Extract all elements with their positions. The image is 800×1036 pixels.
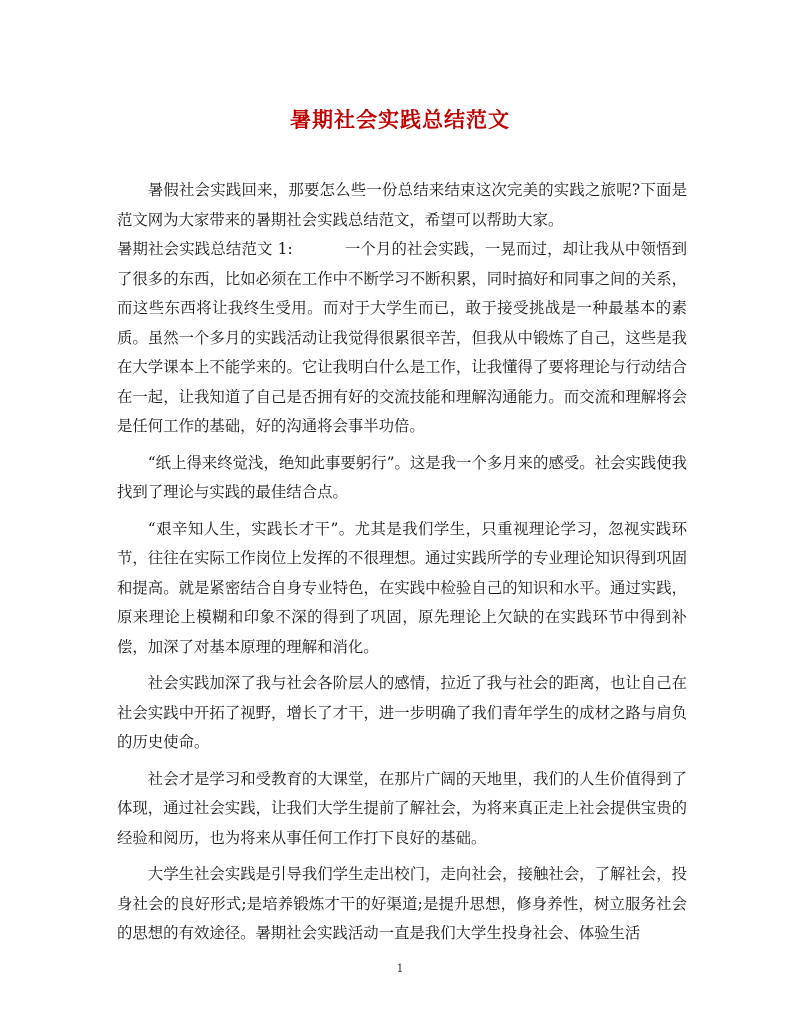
body-paragraph-5: 大学生社会实践是引导我们学生走出校门，走向社会，接触社会，了解社会，投身社会的良好形式;是培养锻炼才干的好渠道;是提升思想，修身养性，树立服务社会的思想的有效途径。暑期社会实践活动一直是我们大学生投身社会、体验生活 [117, 865, 687, 942]
body-paragraph-4: 社会才是学习和受教育的大课堂，在那片广阔的天地里，我们的人生价值得到了体现，通过社会实践，让我们大学生提前了解社会，为将来真正走上社会提供宝贵的经验和阅历，也为将来从事任何工作打下良好的基础。 [117, 769, 687, 847]
document-body [117, 176, 687, 949]
page-number: 1 [396, 962, 404, 975]
section-first-paragraph: 一个月的社会实践，一晃而过，却让我从中领悟到了很多的东西，比如必须在工作中不断学习不断积累，同时搞好和同事之间的关系，而这些东西将让我终生受用。而对于大学生而已，敢于接受挑战是一种最基本的素质。虽然一个多月的实践活动让我觉得很累很辛苦，但我从中锻炼了自己，这些是我在大学课本上不能学来的。它让我明白什么是工作，让我懂得了要将理论与行动结合在一起，让我知道了自己是否拥有好的交流技能和理解沟通能力。而交流和理解将会是任何工作的基础，好的沟通将会事半功倍。 [117, 240, 687, 435]
body-paragraph-3: 社会实践加深了我与社会各阶层人的感情，拉近了我与社会的距离，也让自己在社会实践中开拓了视野，增长了才干，进一步明确了我们青年学生的成材之路与肩负的历史使命。 [117, 674, 687, 751]
document-title: 暑期社会实践总结范文 [290, 107, 510, 132]
intro-paragraph: 暑假社会实践回来，那要怎么些一份总结来结束这次完美的实践之旅呢?下面是范文网为大家带来的暑期社会实践总结范文，希望可以帮助大家。 [117, 181, 687, 229]
section-heading: 暑期社会实践总结范文 1: [117, 240, 293, 258]
section-paragraph [117, 235, 687, 442]
body-paragraph-2: “艰辛知人生，实践长才干”。尤其是我们学生，只重视理论学习，忽视实践环节，往往在实际工作岗位上发挥的不很理想。通过实践所学的专业理论知识得到巩固和提高。就是紧密结合自身专业特色，在实践中检验自己的知识和水平。通过实践，原来理论上模糊和印象不深的得到了巩固，原先理论上欠缺的在实践环节中得到补偿，加深了对基本原理的理解和消化。 [117, 519, 687, 656]
body-paragraph-1: “纸上得来终觉浅，绝知此事要躬行”。这是我一个多月来的感受。社会实践使我找到了理论与实践的最佳结合点。 [117, 453, 687, 501]
